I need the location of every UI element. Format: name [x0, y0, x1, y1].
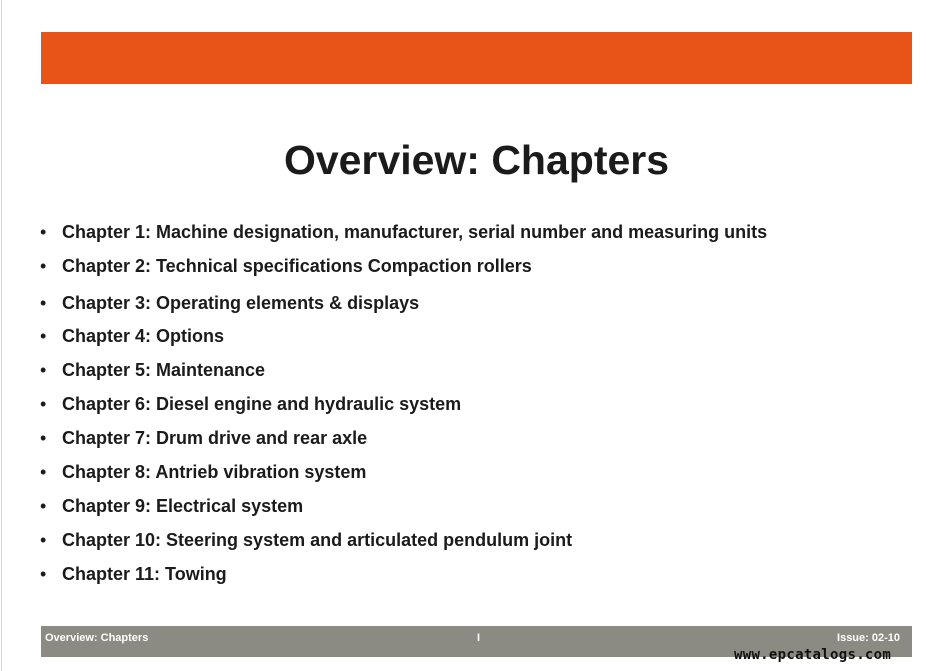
chapter-item-11 — [40, 563, 227, 585]
chapter-item-10 — [40, 529, 572, 551]
chapter-label: Chapter 8: Antrieb vibration system — [62, 462, 367, 482]
chapter-item-9 — [40, 495, 303, 517]
chapter-item-2 — [40, 255, 532, 277]
chapter-label: Chapter 5: Maintenance — [62, 360, 266, 380]
chapter-item-5 — [40, 359, 265, 381]
bullet-icon: • — [40, 256, 47, 276]
chapter-label: Chapter 4: Options — [62, 326, 225, 346]
chapter-label: Chapter 11: Towing — [62, 564, 227, 584]
bullet-icon: • — [40, 360, 47, 380]
chapter-label: Chapter 9: Electrical system — [62, 496, 304, 516]
bullet-icon: • — [40, 428, 47, 448]
chapter-label: Chapter 3: Operating elements & displays — [62, 293, 420, 313]
chapter-label: Chapter 1: Machine designation, manufacturer, serial number and measuring units — [62, 222, 768, 242]
chapter-label: Chapter 7: Drum drive and rear axle — [62, 428, 368, 448]
chapter-item-6 — [40, 393, 461, 415]
chapter-item-8 — [40, 461, 366, 483]
bullet-icon: • — [40, 394, 47, 414]
footer-page-number: I — [477, 632, 481, 644]
bullet-icon: • — [40, 222, 47, 242]
bullet-icon: • — [40, 496, 47, 516]
chapter-label: Chapter 10: Steering system and articulated pendulum joint — [62, 530, 573, 550]
watermark-text: www.epcatalogs.com — [734, 647, 892, 663]
chapter-item-7 — [40, 427, 367, 449]
chapter-label: Chapter 6: Diesel engine and hydraulic system — [62, 394, 462, 414]
page-title: Overview: Chapters — [283, 137, 670, 183]
header-color-bar — [41, 32, 912, 84]
chapter-item-4 — [40, 325, 224, 347]
chapter-item-3 — [40, 292, 419, 314]
bullet-icon: • — [40, 564, 47, 584]
bullet-icon: • — [40, 293, 47, 313]
chapter-item-1 — [40, 221, 767, 243]
bullet-icon: • — [40, 530, 47, 550]
footer-issue: Issue: 02-10 — [837, 632, 900, 644]
chapter-label: Chapter 2: Technical specifications Compaction rollers — [62, 256, 532, 276]
page-edge-rule — [1, 0, 2, 671]
bullet-icon: • — [40, 326, 47, 346]
bullet-icon: • — [40, 462, 47, 482]
footer-section-title: Overview: Chapters — [45, 632, 149, 644]
